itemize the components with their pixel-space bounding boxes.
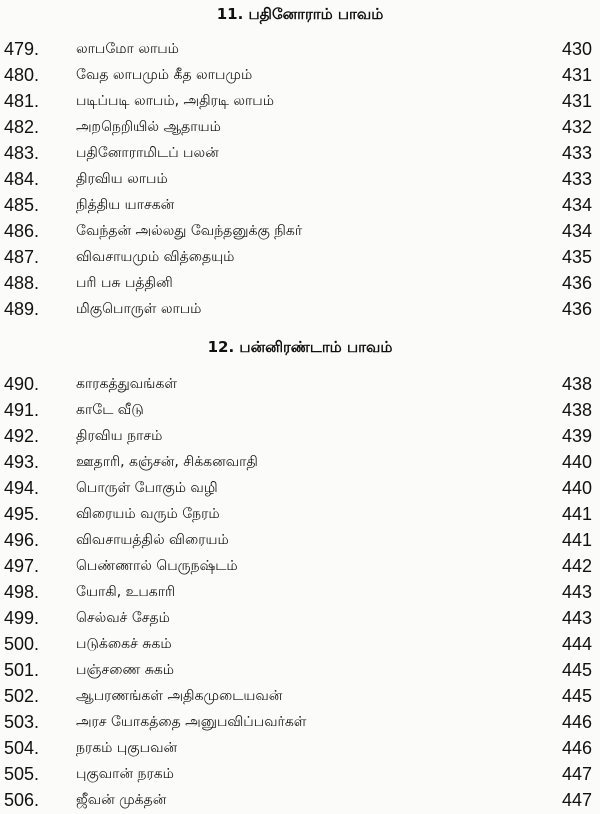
toc-entry (0, 475, 600, 501)
toc-entry (0, 270, 600, 296)
entry-page: 434 (561, 221, 592, 241)
entry-page: 438 (561, 400, 592, 420)
entry-number: 482. (4, 117, 40, 137)
entry-title: நித்திய யாசகன் (76, 197, 175, 213)
section-heading-11: 11. பதினோராம் பாவம் (216, 5, 384, 23)
entry-title: படுக்கைச் சுகம் (76, 636, 172, 652)
entry-page: 433 (561, 143, 592, 163)
toc-entry (0, 605, 600, 631)
entry-page: 445 (561, 686, 592, 706)
entry-title: ஊதாரி, கஞ்சன், சிக்கனவாதி (76, 454, 258, 470)
entry-number: 503. (4, 712, 40, 732)
entry-number: 495. (4, 504, 40, 524)
entry-number: 498. (4, 582, 40, 602)
toc-entry (0, 296, 600, 322)
entry-page: 432 (561, 117, 592, 137)
entry-page: 434 (561, 195, 592, 215)
entry-title: புகுவான் நரகம் (76, 766, 174, 782)
toc-entry (0, 244, 600, 270)
toc-entry (0, 140, 600, 166)
toc-entry (0, 683, 600, 709)
entry-title: மிகுபொருள் லாபம் (76, 301, 202, 317)
entry-title: யோகி, உபகாரி (76, 584, 176, 600)
toc-entry (0, 449, 600, 475)
entry-number: 488. (4, 273, 40, 293)
toc-entry (0, 62, 600, 88)
entry-number: 489. (4, 299, 40, 319)
entry-page: 440 (561, 452, 592, 472)
entry-title: படிப்படி லாபம், அதிரடி லாபம் (76, 93, 274, 109)
toc-entry (0, 36, 600, 62)
toc-entry (0, 787, 600, 813)
entry-number: 483. (4, 143, 40, 163)
entry-title: பரி பசு பத்தினி (76, 275, 173, 291)
toc-entry (0, 166, 600, 192)
entry-number: 484. (4, 169, 40, 189)
entry-title: பதினோராமிடப் பலன் (76, 145, 219, 161)
entry-title: லாபமோ லாபம் (76, 41, 179, 57)
entry-number: 505. (4, 764, 40, 784)
entry-title: காடே வீடு (76, 402, 144, 418)
entry-number: 485. (4, 195, 40, 215)
entry-number: 487. (4, 247, 40, 267)
entry-number: 493. (4, 452, 40, 472)
entry-page: 446 (561, 738, 592, 758)
entry-title: பஞ்சணை சுகம் (76, 662, 175, 678)
entry-number: 480. (4, 65, 40, 85)
toc-entry (0, 371, 600, 397)
entry-number: 504. (4, 738, 40, 758)
toc-entry (0, 527, 600, 553)
entry-page: 442 (561, 556, 592, 576)
section-heading-12: 12. பன்னிரண்டாம் பாவம் (207, 338, 393, 356)
entry-title: அரச யோகத்தை அனுபவிப்பவர்கள் (76, 714, 307, 730)
entry-title: திரவிய லாபம் (76, 171, 168, 187)
toc-entry (0, 423, 600, 449)
toc-entry (0, 397, 600, 423)
entry-title: விவசாயத்தில் விரையம் (76, 532, 229, 548)
entry-page: 436 (561, 299, 592, 319)
toc-entry (0, 579, 600, 605)
toc-entry (0, 735, 600, 761)
entry-number: 497. (4, 556, 40, 576)
entry-title: ஜீவன் முக்தன் (76, 792, 167, 808)
entry-page: 447 (561, 764, 592, 784)
entry-page: 436 (561, 273, 592, 293)
entry-number: 499. (4, 608, 40, 628)
entry-title: பெண்ணால் பெருநஷ்டம் (76, 558, 238, 574)
entry-number: 494. (4, 478, 40, 498)
entry-number: 490. (4, 374, 40, 394)
entry-title: பொருள் போகும் வழி (76, 480, 218, 496)
entry-number: 486. (4, 221, 40, 241)
toc-entry (0, 709, 600, 735)
entry-title: அறநெறியில் ஆதாயம் (76, 119, 221, 135)
toc-entry (0, 657, 600, 683)
entry-page: 431 (561, 65, 592, 85)
entry-number: 502. (4, 686, 40, 706)
entry-page: 431 (561, 91, 592, 111)
entry-number: 481. (4, 91, 40, 111)
toc-entry (0, 218, 600, 244)
entry-page: 445 (561, 660, 592, 680)
entry-number: 492. (4, 426, 40, 446)
toc-entry (0, 88, 600, 114)
entry-number: 491. (4, 400, 40, 420)
entry-page: 443 (561, 582, 592, 602)
entry-page: 433 (561, 169, 592, 189)
entry-title: வேந்தன் அல்லது வேந்தனுக்கு நிகர் (76, 223, 303, 239)
toc-entry (0, 501, 600, 527)
entry-title: நரகம் புகுபவன் (76, 740, 178, 756)
entry-page: 430 (561, 39, 592, 59)
entry-title: விவசாயமும் வித்தையும் (76, 249, 235, 265)
toc-entry (0, 192, 600, 218)
entry-page: 444 (561, 634, 592, 654)
toc-entry (0, 553, 600, 579)
entry-page: 447 (561, 790, 592, 810)
entry-page: 439 (561, 426, 592, 446)
entry-title: திரவிய நாசம் (76, 428, 163, 444)
entry-title: வேத லாபமும் கீத லாபமும் (76, 67, 253, 83)
entry-page: 441 (561, 504, 592, 524)
toc-entry (0, 761, 600, 787)
entry-page: 443 (561, 608, 592, 628)
entry-page: 435 (561, 247, 592, 267)
entry-number: 501. (4, 660, 40, 680)
entry-page: 438 (561, 374, 592, 394)
entry-title: ஆபரணங்கள் அதிகமுடையவன் (76, 688, 283, 704)
toc-entry (0, 114, 600, 140)
entry-title: காரகத்துவங்கள் (76, 376, 177, 392)
entry-title: செல்வச் சேதம் (76, 610, 170, 626)
entry-title: விரையம் வரும் நேரம் (76, 506, 220, 522)
entry-number: 479. (4, 39, 40, 59)
entry-page: 440 (561, 478, 592, 498)
entry-page: 446 (561, 712, 592, 732)
entry-number: 496. (4, 530, 40, 550)
toc-entry (0, 631, 600, 657)
entry-page: 441 (561, 530, 592, 550)
entry-number: 500. (4, 634, 40, 654)
entry-number: 506. (4, 790, 40, 810)
